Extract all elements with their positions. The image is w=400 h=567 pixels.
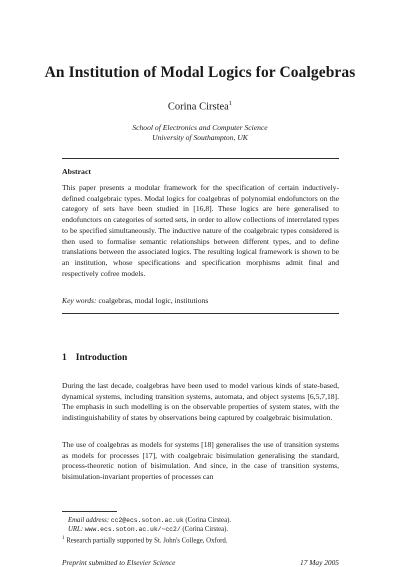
section-number: 1 [62, 353, 67, 363]
abstract-heading: Abstract [62, 167, 92, 176]
footer-date: 17 May 2005 [300, 558, 339, 567]
email-suffix: (Corina Cirstea). [185, 517, 232, 524]
footnote-1-mark: 1 [62, 536, 65, 541]
footnote-1-text: Research partially supported by St. John's College, Oxford. [66, 537, 228, 545]
url-link[interactable]: www.ecs.soton.ac.uk/~cc2/ [84, 526, 181, 533]
footnote-url [68, 525, 345, 534]
intro-paragraph-2: The use of coalgebras as models for systems [18] generalises the use of transition systems as models for processes [17], with coalgebraic bisimulation generalising the standard, process-theoretic notion of bisimulation. And since, in the case of transition systems, bisimulation-invariant properties of processes can [62, 440, 339, 482]
author-footnote-mark: 1 [228, 100, 233, 107]
affiliation-line-2: University of Southampton, UK [152, 133, 248, 142]
url-label: URL: [68, 526, 84, 533]
footer-left: Preprint submitted to Elsevier Science [62, 558, 176, 567]
email-address[interactable]: cc2@ecs.soton.ac.uk [110, 517, 184, 524]
footnote-email [68, 516, 345, 525]
author-line [0, 100, 400, 113]
footnote-rule [62, 511, 117, 512]
url-suffix: (Corina Cirstea). [182, 526, 229, 533]
intro-paragraph-1: During the last decade, coalgebras have been used to model various kinds of state-based, dynamical systems, including transition systems, automata, and object systems [6,5,7,18]. The emphasis in such modelling is on the observable properties of system states, with the indistinguishability of states by observations being captured by coalgebraic bisimulation. [62, 381, 339, 423]
abstract-text: This paper presents a modular framework for the specification of certain inductively-defined coalgebraic types. Modal logics for coalgebras of polynomial endofunctors on the category of sets have been studied in [16,8]. These logics are here generalised to endofunctors on categories of sorted sets, in order to allow collections of interrelated types to be specified simultaneously. The inductive nature of the coalgebraic types considered is then used to formalise semantic relationships between different types, and to define translations between the associated logics. The resulting logical framework is shown to be an institution, whose specifications and specification morphisms admit final and respectively cofree models. [62, 183, 339, 278]
footnote-1 [62, 534, 339, 546]
paper-title: An Institution of Modal Logics for Coalgebras [44, 64, 356, 81]
section-heading [62, 353, 127, 363]
affiliation-line-1: School of Electronics and Computer Science [132, 123, 268, 132]
keywords-text: coalgebras, modal logic, institutions [98, 296, 209, 305]
abstract-top-rule [62, 158, 339, 159]
email-label: Email address: [68, 517, 110, 524]
keywords-label: Key words: [62, 296, 97, 305]
keywords-line [62, 296, 208, 305]
section-title: Introduction [75, 353, 128, 363]
author-name: Corina Cirstea [167, 101, 229, 113]
abstract-bottom-rule [62, 313, 339, 314]
